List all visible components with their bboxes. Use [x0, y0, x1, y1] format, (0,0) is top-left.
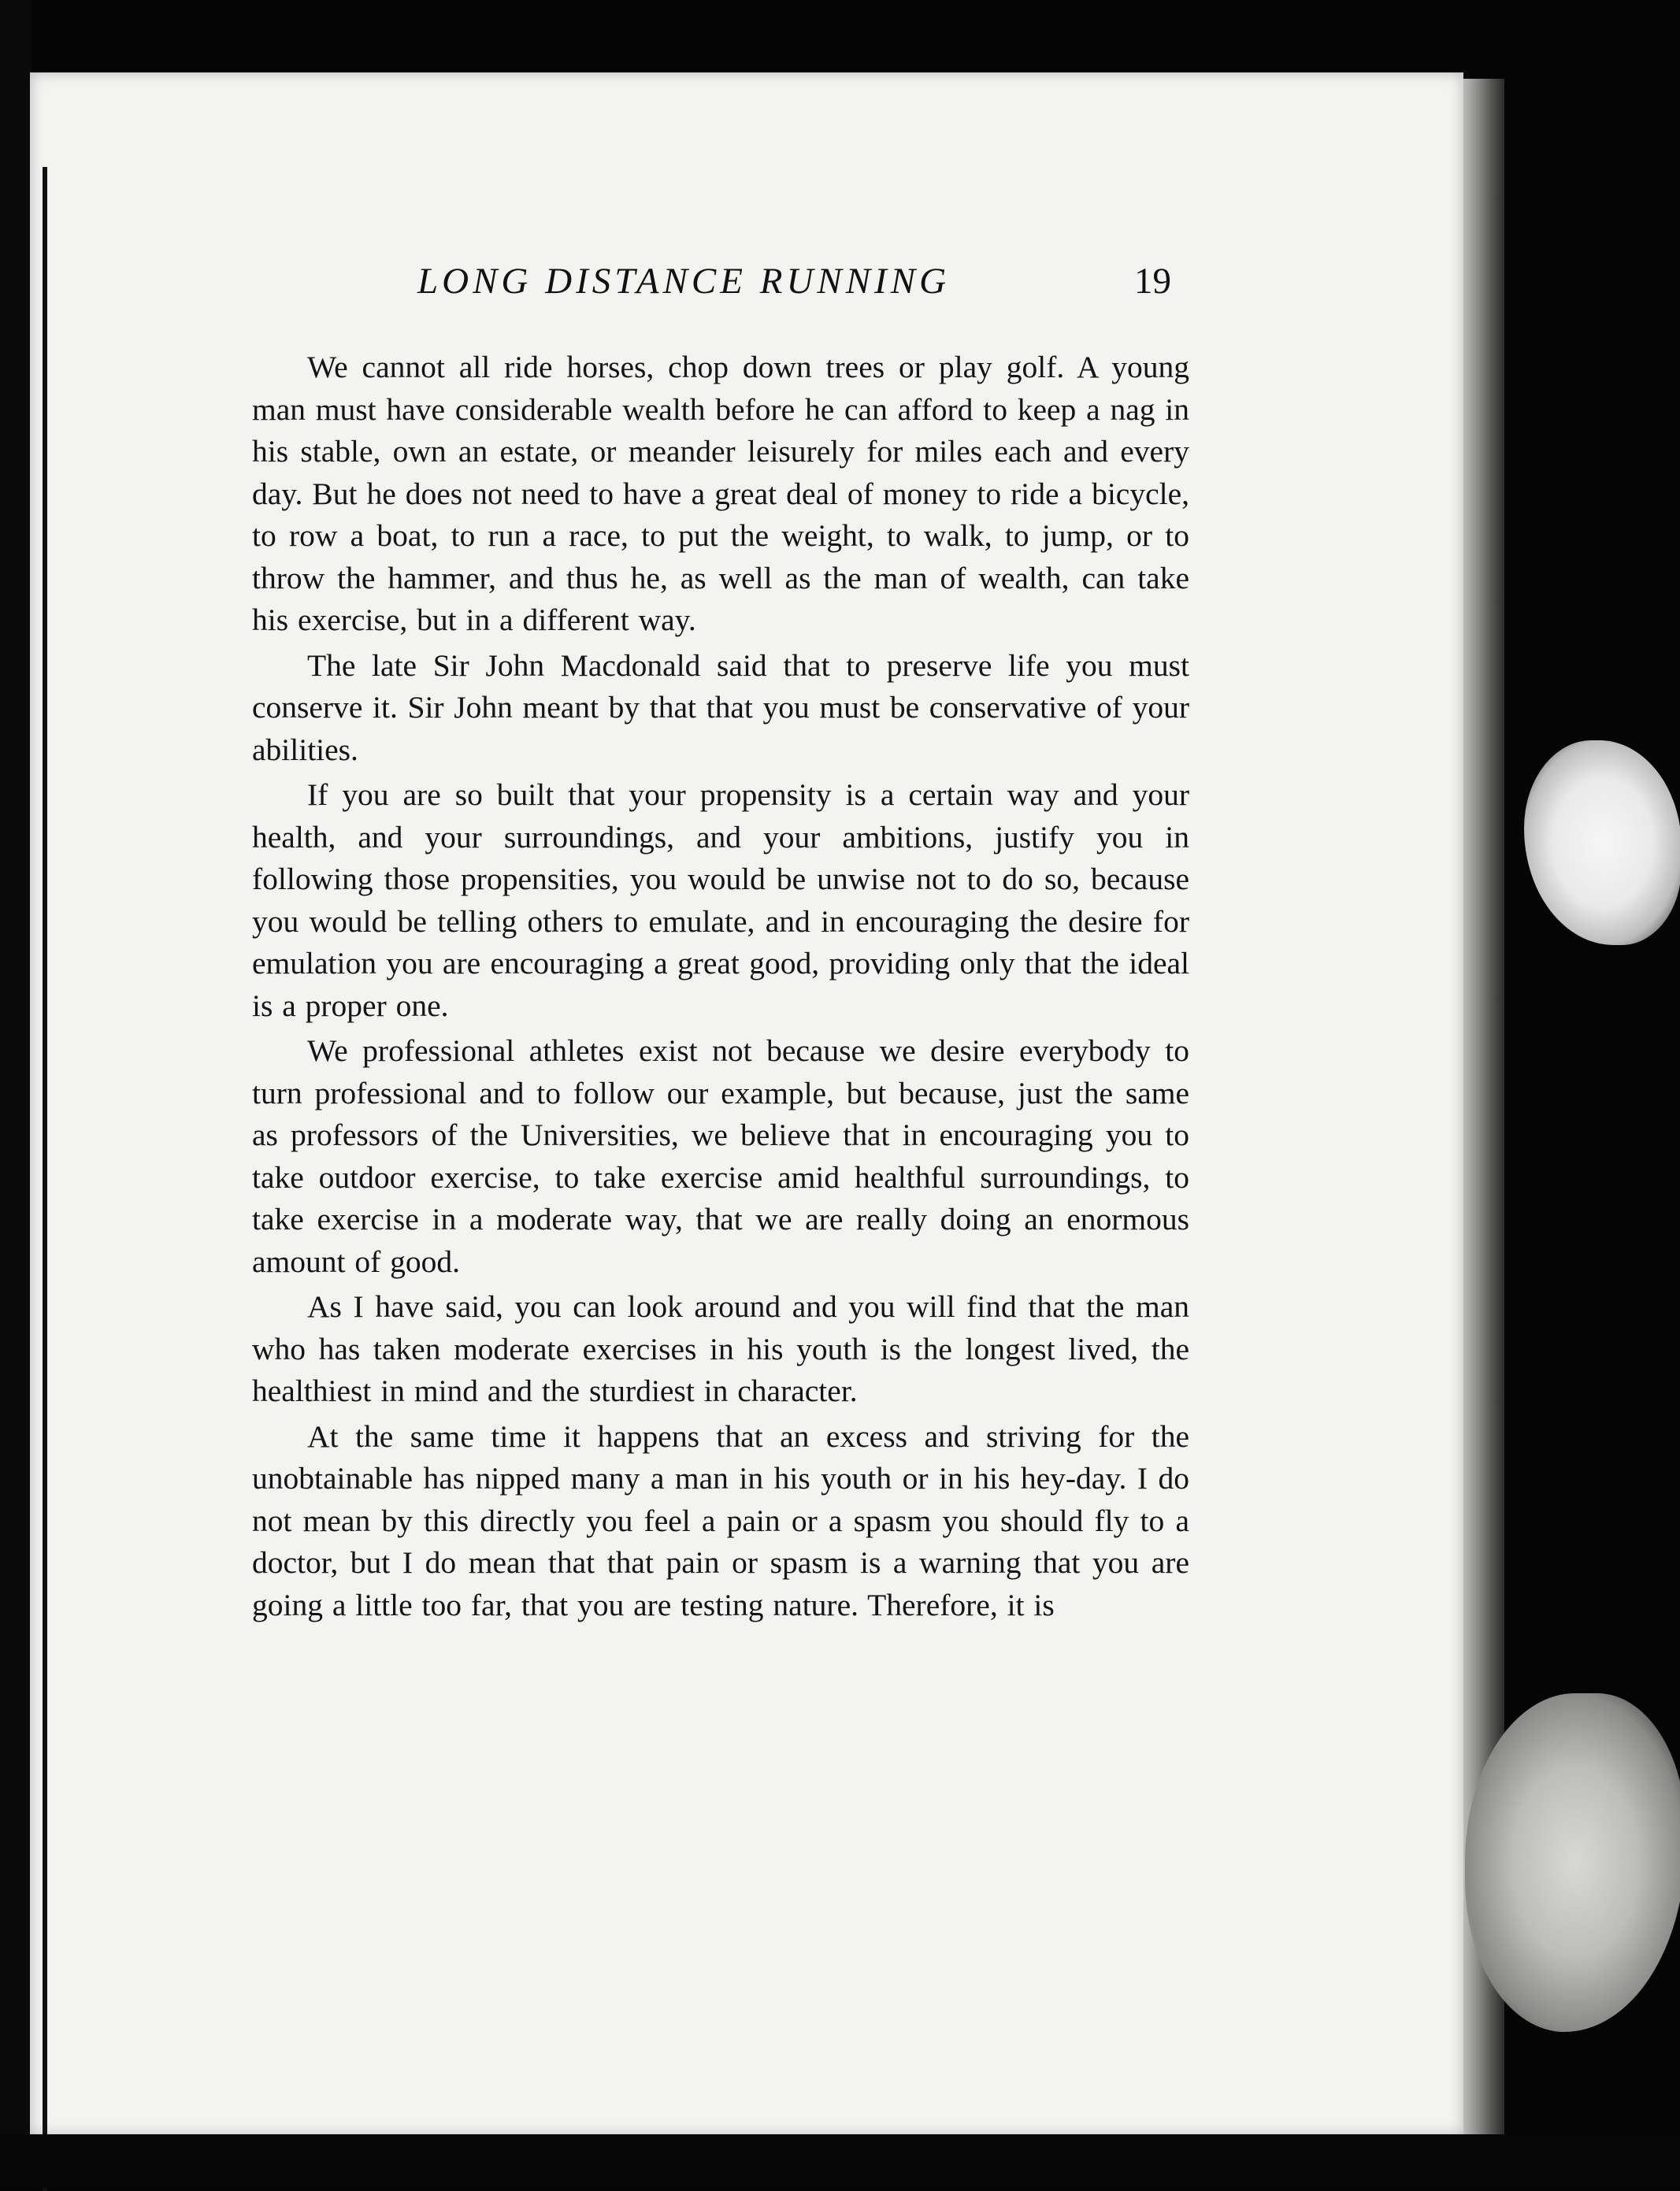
scan-bottom-margin: [0, 2134, 1680, 2188]
paragraph: If you are so built that your propensity is a certain way and your health, and your surroundings, and your ambitions, justify you in following those propensities, you would be unwise not to do so, because you would be telling others to emulate, and in encouraging the desire for emulation you are encouraging a great good, providing only that the ideal is a proper one.: [252, 777, 1189, 1023]
paragraph: We professional athletes exist not because we desire everybody to turn professional and to follow our example, but because, just the same as professors of the Universities, we believe that in encouraging you to take outdoor exercise, to take exercise amid healthful surroundings, to take exercise in a moderate way, that we are really doing an enormous amount of good.: [252, 1033, 1189, 1279]
scan-left-margin: [0, 0, 32, 2188]
page-number: 19: [1134, 261, 1171, 302]
running-head: LONG DISTANCE RUNNING: [417, 261, 951, 302]
paragraph: As I have said, you can look around and you will find that the man who has taken moderate exercises in his youth is the longest lived, the healthiest in mind and the sturdiest in character.: [252, 1289, 1189, 1408]
scan-artifact-lower: [1465, 1693, 1680, 2032]
paragraph: At the same time it happens that an excess and striving for the unobtainable has nipped many a man in his youth or in his hey-day. I do not mean by this directly you feel a pain or a spasm you should fly to a doctor, but I do mean that that pain or spasm is a warning that you are going a little too far, that you are testing nature. Therefore, it is: [252, 1418, 1189, 1622]
scan-artifact-upper: [1524, 740, 1680, 945]
page-header: [260, 260, 1205, 323]
spine-line: [43, 167, 47, 2191]
paragraph: The late Sir John Macdonald said that to preserve life you must conserve it. Sir John meant by that that you must be conservative of your abilities.: [252, 647, 1189, 767]
paragraph: We cannot all ride horses, chop down trees or play golf. A young man must have considerable wealth before he can afford to keep a nag in his stable, own an estate, or meander leisurely for miles each and every day. But he does not need to have a great deal of money to ride a bicycle, to row a boat, to run a race, to put the weight, to walk, to jump, or to throw the hammer, and thus he, as well as the man of wealth, can take his exercise, but in a different way.: [252, 350, 1189, 637]
body-text: [252, 347, 1189, 1626]
